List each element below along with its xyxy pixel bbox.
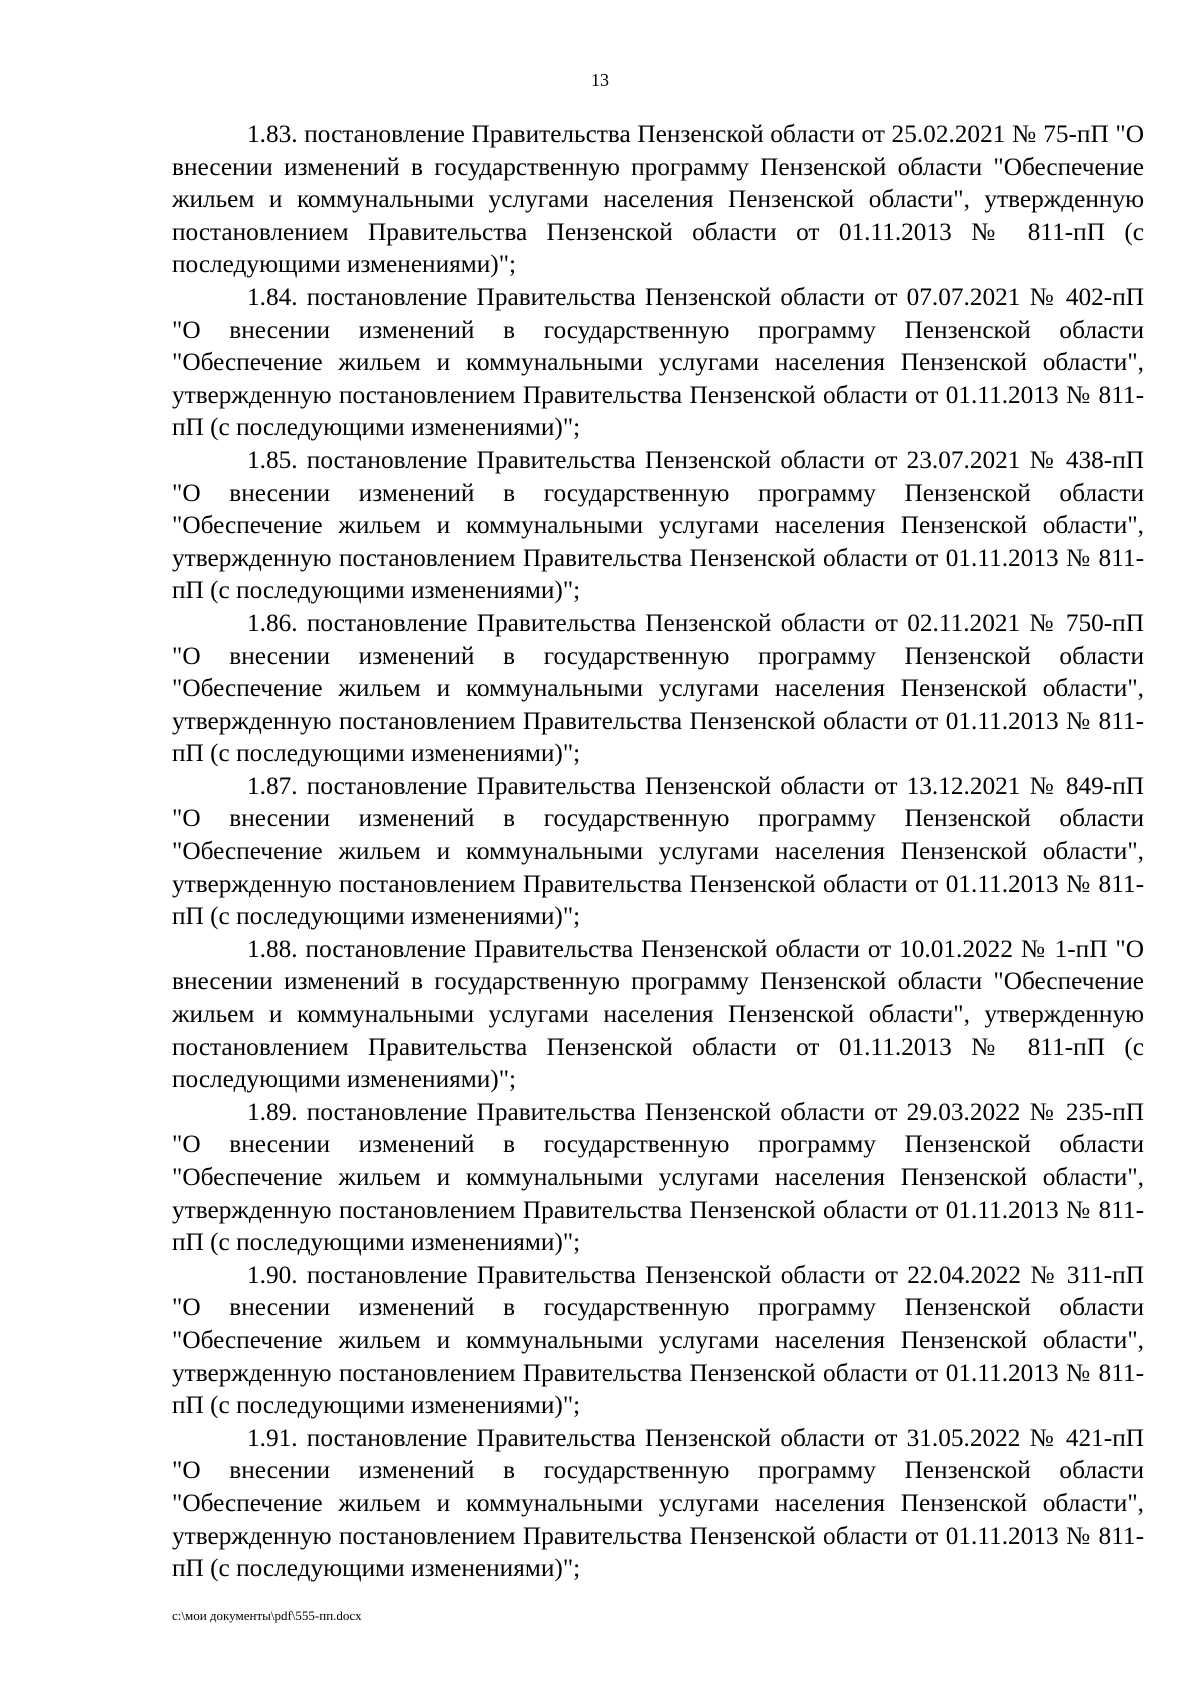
list-item-1-88: 1.88. постановление Правительства Пензенской области от 10.01.2022 № 1-пП "О внесении изменений в государственную программу Пензенской области "Обеспечение жильем и коммунальными услугами населения Пензенской области", утвержденную постановлением Правительства Пензенской области от 01.11.2013 № 811-пП (с последующими изменениями)"; — [172, 934, 1144, 1094]
list-item-1-90: 1.90. постановление Правительства Пензенской области от 22.04.2022 № 311-пП "О внесении изменений в государственную программу Пензенской области "Обеспечение жильем и коммунальными услугами населения Пензенской области", утвержденную постановлением Правительства Пензенской области от 01.11.2013 № 811-пП (с последующими изменениями)"; — [172, 1260, 1144, 1420]
document-body — [172, 118, 1144, 1585]
list-item-1-89: 1.89. постановление Правительства Пензенской области от 29.03.2022 № 235-пП "О внесении изменений в государственную программу Пензенской области "Обеспечение жильем и коммунальными услугами населения Пензенской области", утвержденную постановлением Правительства Пензенской области от 01.11.2013 № 811-пП (с последующими изменениями)"; — [172, 1097, 1144, 1257]
list-item-1-85: 1.85. постановление Правительства Пензенской области от 23.07.2021 № 438-пП "О внесении изменений в государственную программу Пензенской области "Обеспечение жильем и коммунальными услугами населения Пензенской области", утвержденную постановлением Правительства Пензенской области от 01.11.2013 № 811-пП (с последующими изменениями)"; — [172, 445, 1144, 605]
list-item-1-84: 1.84. постановление Правительства Пензенской области от 07.07.2021 № 402-пП "О внесении изменений в государственную программу Пензенской области "Обеспечение жильем и коммунальными услугами населения Пензенской области", утвержденную постановлением Правительства Пензенской области от 01.11.2013 № 811-пП (с последующими изменениями)"; — [172, 282, 1144, 442]
list-item-1-86: 1.86. постановление Правительства Пензенской области от 02.11.2021 № 750-пП "О внесении изменений в государственную программу Пензенской области "Обеспечение жильем и коммунальными услугами населения Пензенской области", утвержденную постановлением Правительства Пензенской области от 01.11.2013 № 811-пП (с последующими изменениями)"; — [172, 608, 1144, 768]
footer-file-path: c:\мои документы\pdf\555-пп.docx — [172, 1608, 362, 1623]
list-item-1-91: 1.91. постановление Правительства Пензенской области от 31.05.2022 № 421-пП "О внесении изменений в государственную программу Пензенской области "Обеспечение жильем и коммунальными услугами населения Пензенской области", утвержденную постановлением Правительства Пензенской области от 01.11.2013 № 811-пП (с последующими изменениями)"; — [172, 1423, 1144, 1583]
page-number: 13 — [591, 70, 609, 90]
list-item-1-87: 1.87. постановление Правительства Пензенской области от 13.12.2021 № 849-пП "О внесении изменений в государственную программу Пензенской области "Обеспечение жильем и коммунальными услугами населения Пензенской области", утвержденную постановлением Правительства Пензенской области от 01.11.2013 № 811-пП (с последующими изменениями)"; — [172, 771, 1144, 931]
list-item-1-83: 1.83. постановление Правительства Пензенской области от 25.02.2021 № 75-пП "О внесении изменений в государственную программу Пензенской области "Обеспечение жильем и коммунальными услугами населения Пензенской области", утвержденную постановлением Правительства Пензенской области от 01.11.2013 № 811-пП (с последующими изменениями)"; — [172, 120, 1144, 279]
